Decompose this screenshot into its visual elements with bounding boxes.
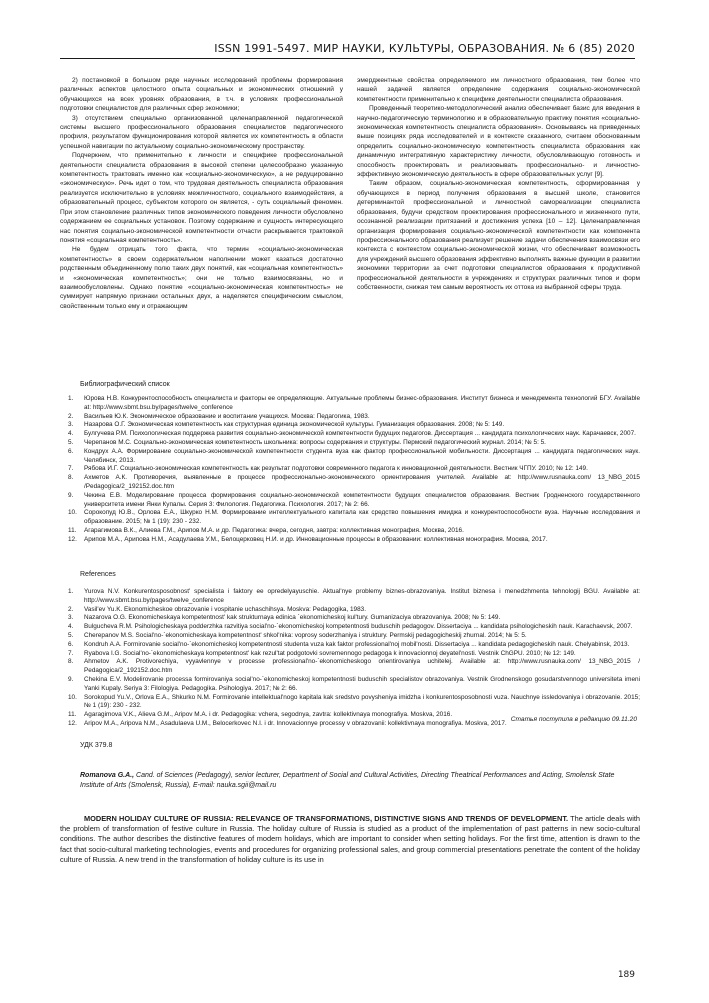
article-title: MODERN HOLIDAY CULTURE OF RUSSIA: RELEVANCE OF TRANSFORMATIONS, DISTINCTIVE SIGNS AND TRENDS OF DEVELOPMENT. [84,814,569,823]
references-list [60,588,640,729]
reference-text: Васильев Ю.К. Экономическое образование и воспитание учащихся. Москва: Педагогика, 1983. [84,412,370,420]
references-title: References [80,571,116,578]
reference-number: 5. [68,438,74,446]
reference-text: Ahmetov A.K. Protivorechiya, vyyavlennye v processe professional'no-`ekonomicheskogo orientirovaniya uchitelej. Available at: http://www.rusnauka.com/ 13_NBG_2015 / Pedagogica/2_192152.doc.htm [84,658,640,675]
reference-text: Cherepanov M.S. Social'no-`ekonomicheskaya kompetentnost' shkol'nika: voprosy soderzhaniya i struktury. Permskij pedagogicheskij zhurnal. 2014; № 5: 5. [84,631,527,639]
reference-item [60,465,640,474]
reference-number: 7. [68,649,74,657]
left-column [60,76,343,311]
paragraph: Подчеркнем, что применительно к личности и специфике профессиональной деятельности специалиста образования в высокой степени целесообразно указанную компетентность трактовать именно как «социально-экономическую», а не редуцированно «экономическую». Речь идет о том, что трудовая деятельность специалиста образования реализуется исключительно в условиях межличностного, социального взаимодействия, а образовательный процесс, субъектом которого он является, - суть социальный феномен. При этом становление различных типов экономического поведения личности обусловлено содержанием ее социальных установок. Поэтому содержание и сущность интересующего нас понятия социально-экономической компетентности отчасти раскрывается трактовкой понятия «социальная компетентность». [60,152,343,244]
reference-text: Nazarova O.G. Ekonomicheskaya kompetentnost' kak strukturnaya edinica `ekonomicheskoj kul'tury. Gumanizaciya obrazovaniya. 2008; № 5: 149. [84,614,501,622]
author-block [80,771,640,791]
reference-number: 8. [68,658,74,666]
reference-text: Агарагимова В.К., Алиева Г.М., Арипов М.А. и др. Педагогика: вчера, сегодня, завтра: коллективная монография. Москва, 2016. [84,526,464,534]
reference-number: 6. [68,640,74,648]
reference-item [60,421,640,430]
reference-item [60,430,640,439]
reference-text: Арипов М.А., Арипова Н.М., Асадулаева У.М., Белоцерковец Н.И. и др. Инновационные процессы в образовании: коллективная монография. Москва, 2017. [84,535,548,543]
reference-number: 12. [68,535,77,543]
reference-item [60,614,640,623]
reference-item [60,536,640,545]
body-columns [60,76,640,311]
reference-number: 11. [68,711,77,719]
reference-number: 3. [68,614,74,622]
reference-number: 3. [68,421,74,429]
paragraph: Проведенный теоретико-методологический анализ обеспечивает базис для введения в научно-педагогическую терминологию и в образовательную практику понятия «социально-экономическая компетентность специалиста образования». Основываясь на приведенных выше позициях ряда исследователей и в контексте сказанного, считаем обоснованным определить социально-экономическую компетентность специалиста образования как динамичную интегративную характеристику личности, обусловливающую готовность и способность проектировать и реализовывать профессионально- и личностно-эффективную экономическую деятельность в сфере образовательных услуг [9]. [357,105,640,179]
reference-text: Bulgucheva R.M. Psihologicheskaya podderzhka razvitiya social'no-`ekonomicheskoj kompetentnosti buduschih pedagogov. Dissertaciya ... kandidata psihologicheskih nauk. Karachaevsk, 2007. [84,623,633,631]
reference-text: Sorokopud Yu.V., Orlova E.A., Shkurko N.M. Formirovanie intellektual'nogo kapitala kak sredstvo povysheniya imidzha i konkurentosposobnosti vuza. Nauchnye issledovaniya i obrazovanie. 2015; № 1 (19): 230 - 232. [84,693,640,710]
reference-text: Чекина Е.В. Моделирование процесса формирования социально-экономической компетентности будущих специалистов образования. Вестник Гродненского государственного университета имени Янки Купалы. Серия 3: Филология. Педагогика. Психология. 2017; № 2: 66. [84,491,640,508]
reference-number: 1. [68,395,74,402]
bibliography-list [60,395,640,545]
reference-text: Булгучева Р.М. Психологическая поддержка развития социально-экономической компетентности будущих педагогов. Диссертация ... кандидата психологических наук. Карачаевск, 2007. [84,430,636,438]
reference-number: 1. [68,588,74,595]
author-details: Cand. of Sciences (Pedagogy), senior lecturer, Department of Social and Cultural Activities, Directing Theatrical Performances and Acting, Smolensk State Institute of Arts (Smolensk, Russia), E-mail: nauka.sgii@mail.ru [80,772,615,789]
reference-number: 8. [68,474,74,482]
reference-text: Yurova N.V. Konkurentosposobnost' specialista i faktory ee opredelyayuschie. Aktual'nye problemy biznes-obrazovaniya. Institut biznesa i menedzhmenta tehnologij BGU. Available at: http://www.sbmt.bsu.by/pages/twelve_conference [84,588,640,604]
reference-number: 2. [68,412,74,420]
reference-text: Юрова Н.В. Конкурентоспособность специалиста и факторы ее определяющие. Актуальные проблемы бизнес-образования. Институт бизнеса и менеджмента технологий БГУ. Available at: http://www.sbmt.bsu.by/pages/twelve_conference [84,395,640,411]
reference-text: Назарова О.Г. Экономическая компетентность как структурная единица экономической культуры. Гуманизация образования. 2008; № 5: 149. [84,421,505,429]
reference-number: 6. [68,447,74,455]
reference-item [60,509,640,527]
reference-text: Kondruh A.A. Formirovanie social'no-`ekonomicheskoj kompetentnosti studenta vuza kak faktor professional'noj mobil'nosti. Dissertaciya ... kandidata pedagogicheskih nauk. Chelyabinsk, 2013. [84,640,630,648]
reference-text: Vasil'ev Yu.K. Ekonomicheskoe obrazovanie i vospitanie uchaschihsya. Moskva: Pedagogika, 1983. [84,605,366,613]
reference-number: 9. [68,675,74,683]
right-column [357,76,640,311]
page-number: 189 [617,970,635,980]
reference-item [60,439,640,448]
bibliography-title: Библиографический список [80,381,170,388]
received-note: Статья поступила в редакцию 09.11.20 [510,716,637,723]
reference-text: Сорокопуд Ю.В., Орлова Е.А., Шкурко Н.М. Формирование интеллектуального капитала как средство повышения имиджа и конкурентоспособности вуза. Научные исследования и образование. 2015; № 1 (19): 230 - 232. [84,509,640,526]
reference-item [60,474,640,492]
reference-text: Ахметов А.К. Противоречия, выявленные в процессе профессионально-экономического ориентирования учителей. Available at: http://www.rusnauka.com/ 13_NBG_2015 /Pedagogica/2_192152.doc.htm [84,474,640,490]
reference-number: 4. [68,623,74,631]
udc-code: УДК 379.8 [80,742,113,749]
reference-number: 7. [68,465,74,473]
running-header: ISSN 1991-5497. МИР НАУКИ, КУЛЬТУРЫ, ОБРАЗОВАНИЯ. № 6 (85) 2020 [214,42,635,55]
reference-number: 10. [68,509,77,517]
reference-item [60,588,640,606]
reference-number: 11. [68,526,77,534]
author-name: Romanova G.A., [80,772,135,779]
abstract [60,814,640,865]
reference-item [60,632,640,641]
reference-number: 12. [68,719,77,727]
reference-item [60,527,640,536]
reference-number: 4. [68,430,74,438]
paragraph: 3) отсутствием специально организованной целенаправленной педагогической системы высшего профессионального образования специалистов педагогического профиля, результатом функционирования которой является их компетентность в области успешной навигации по актуальному социально-экономическому пространству. [60,114,343,150]
reference-item [60,676,640,694]
reference-text: Aripov M.A., Aripova N.M., Asadulaeva U.M., Belocerkovec N.I. i dr. Innovacionnye processy v obrazovanii: kollektivnaya monografiya. Moskva, 2017. [84,719,507,727]
reference-item [60,694,640,712]
reference-text: Ryabova I.G. Social'no-`ekonomicheskaya kompetentnost' kak rezul'tat podgotovki sovremennogo pedagoga k innovacionnoj deyatel'nosti. Vestnik ChGPU. 2010; № 12: 149. [84,649,576,657]
reference-item [60,658,640,676]
reference-text: Кондрух А.А. Формирование социально-экономической компетентности студента вуза как фактор профессиональной мобильности. Диссертация ... кандидата педагогических наук. Челябинск, 2013. [84,447,640,464]
reference-item [60,606,640,615]
reference-item [60,492,640,510]
reference-number: 10. [68,693,77,701]
reference-number: 5. [68,631,74,639]
reference-number: 9. [68,491,74,499]
reference-text: Черепанов М.С. Социально-экономическая компетентность школьника: вопросы содержания и структуры. Пермский педагогический журнал. 2014; № 5: 5. [84,438,546,446]
reference-item [60,448,640,466]
reference-item [60,650,640,659]
abstract-text: The article deals with the problem of transformation of festive culture in Russia. The holiday culture of Russia is studied as a product of the implementation of past patterns in new socio-cultural conditions. The author describes the distinctive features of modern holidays, which are important to consider when setting holidays. For the first time, attention is drawn to the fact that socio-cultural marketing technologies, events and procedures for organizing professional sales, and group commercial presentations penetrate the content of the holiday culture of Russia. A new trend in the transformation of holiday culture is its use in [60,814,640,864]
reference-text: Agaragimova V.K., Alieva G.M., Aripov M.A. i dr. Pedagogika: vchera, segodnya, zavtra: kollektivnaya monografiya. Moskva, 2016. [84,711,453,719]
header-rule [60,58,635,59]
paragraph: 2) постановкой в большом ряде научных исследований проблемы формирования различных аспектов целостного опыта социальных и экономических отношений у обучающихся на всех уровнях образования, в т.ч. в условиях профессиональной подготовки специалистов для различных сфер экономики; [60,77,343,113]
paragraph: эмерджентные свойства определяемого им личностного образования, тем более что нашей задачей является определение содержания социально-экономической компетентности применительно к специфике деятельности специалиста образования. [357,77,640,103]
reference-text: Chekina E.V. Modelirovanie processa formirovaniya social'no-`ekonomicheskoj kompetentnosti buduschih specialistov obrazovaniya. Vestnik Grodnenskogo gosudarstvennogo universiteta imeni Yanki Kupaly. Seriya 3: Filologiya. Pedagogika. Psihologiya. 2017; № 2: 66. [84,675,640,692]
reference-item [60,641,640,650]
paragraph: Таким образом, социально-экономическая компетентность, сформированная у обучающихся в период получения образования в высшей школе, становится детерминантой профессиональной и личностной самореализации специалиста образования, будучи средством проектирования профессионального и жизненного пути, осознанной реализации притязаний и достижения успеха [10 – 12]. Целенаправленная организация формирования социально-экономической компетентности как компонента профессионального образования реализует решение задачи обеспечения взаимосвязи его контекста с контекстом социально-экономической жизни, что обеспечивает возможность для учреждений высшего образования эффективно выполнять важные функции в развитии экономики территории за счет подготовки специалистов образования к продуктивной профессиональной деятельности в учреждениях и структурах различных типов и форм собственности, снижая тем самым вероятность их оттока из выбранной сферы труда. [357,180,640,291]
reference-number: 2. [68,605,74,613]
paragraph: Не будем отрицать того факта, что термин «социально-экономическая компетентность» в своем содержательном наполнении может казаться достаточно родственным объединенному полю таких двух понятий, как «социальная компетентность» и «экономическая компетентность»; они не только взаимосвязаны, но и взаимообусловлены. Однако понятие «социально-экономическая компетентность» не суммирует напрямую признаки остальных двух, а наделяется специфическим смыслом, свойственным только ему и отражающим [60,246,343,310]
reference-item [60,395,640,413]
reference-item [60,623,640,632]
reference-text: Рябова И.Г. Социально-экономическая компетентность как результат подготовки современного педагога к инновационной деятельности. Вестник ЧГПУ. 2010; № 12: 149. [84,465,588,473]
